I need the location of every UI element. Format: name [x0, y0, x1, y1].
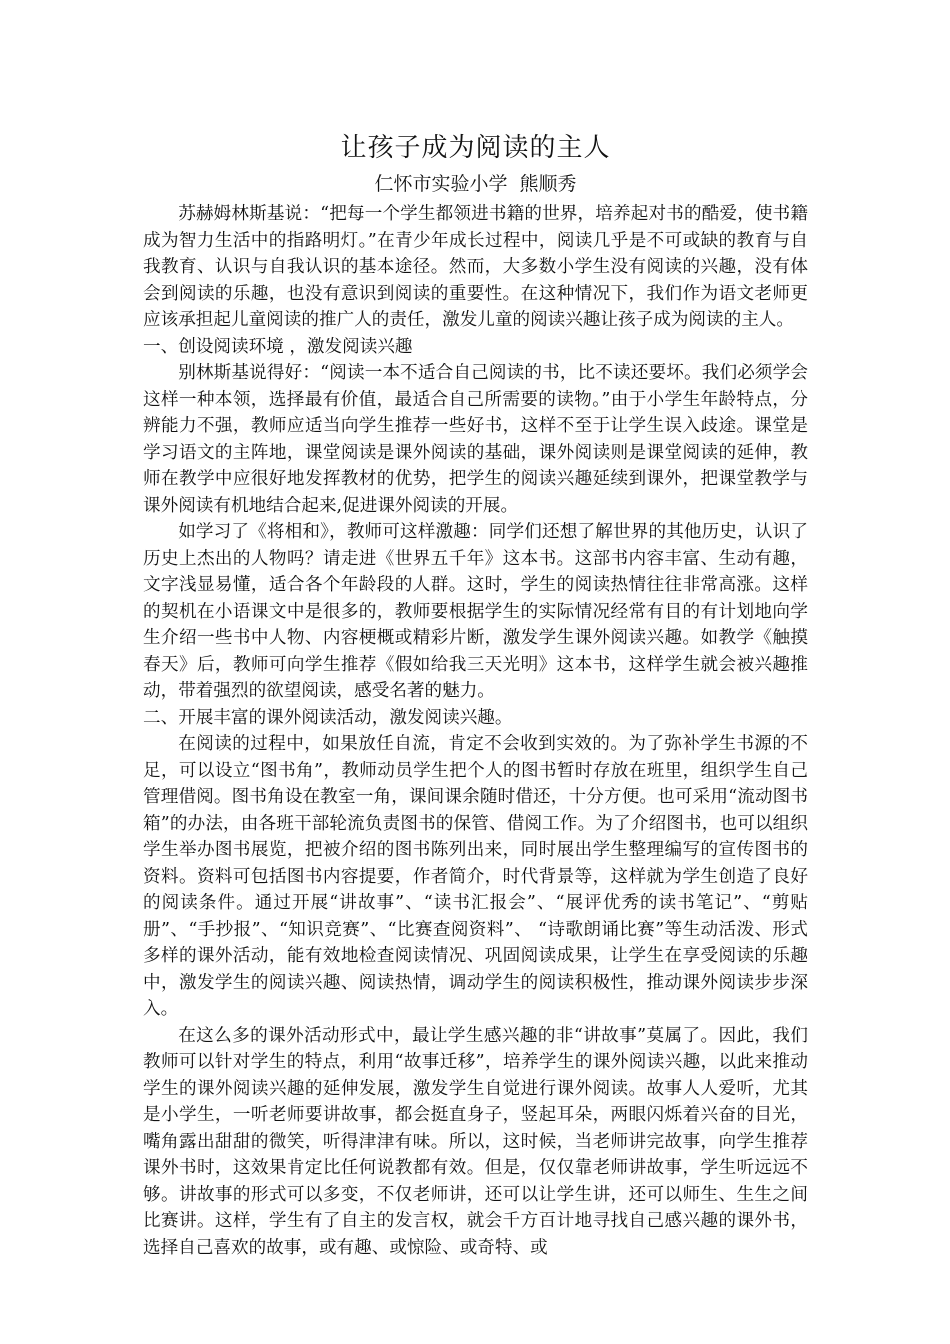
document-page [143, 128, 808, 1261]
section-heading: 一、创设阅读环境 ，激发阅读兴趣 [143, 336, 413, 357]
body-paragraph: 如学习了《将相和》，教师可这样激趣：同学们还想了解世界的其他历史，认识了历史上杰出的人物吗？请走进《世界五千年》这本书。这部书内容丰富、生动有趣，文字浅显易懂，适合各个年龄段的人群。这时，学生的阅读热情往往非常高涨。这样的契机在小语课文中是很多的，教师要根据学生的实际情况经常有目的有计划地向学生介绍一些书中人物、内容梗概或精彩片断，激发学生课外阅读兴趣。如教学《触摸春天》后，教师可向学生推荐《假如给我三天光明》这本书，这样学生就会被兴趣推动，带着强烈的欲望阅读，感受名著的魅力。 [143, 522, 808, 701]
body-paragraph: 苏赫姆林斯基说：“把每一个学生都领进书籍的世界，培养起对书的酷爱，使书籍成为智力生活中的指路明灯。”在青少年成长过程中，阅读几乎是不可或缺的教育与自我教育、认识与自我认识的基本途径。然而，大多数小学生没有阅读的兴趣，没有体会到阅读的乐趣，也没有意识到阅读的重要性。在这种情况下，我们作为语文老师更应该承担起儿童阅读的推广人的责任，激发儿童的阅读兴趣让孩子成为阅读的主人。 [143, 204, 808, 330]
body-paragraph: 在阅读的过程中，如果放任自流，肯定不会收到实效的。为了弥补学生书源的不足，可以设立“图书角”，教师动员学生把个人的图书暂时存放在班里，组织学生自己管理借阅。图书角设在教室一角，课间课余随时借还，十分方便。也可采用“流动图书箱”的办法，由各班干部轮流负责图书的保管、借阅工作。为了介绍图书，也可以组织学生举办图书展览，把被介绍的图书陈列出来，同时展出学生整理编写的宣传图书的资料。资料可包括图书内容提要，作者简介，时代背景等，这样就为学生创造了良好的阅读条件。通过开展“讲故事”、“读书汇报会”、“展评优秀的读书笔记”、“剪贴册”、“手抄报”、“知识竞赛”、“比赛查阅资料”、 “诗歌朗诵比赛”等生动活泼、形式多样的课外活动，能有效地检查阅读情况、巩固阅读成果，让学生在享受阅读的乐趣中，激发学生的阅读兴趣、阅读热情，调动学生的阅读积极性，推动课外阅读步步深入。 [143, 734, 808, 1019]
section-heading: 二、开展丰富的课外阅读活动，激发阅读兴趣。 [143, 707, 513, 728]
document-body [143, 201, 808, 1261]
document-title: 让孩子成为阅读的主人 [340, 133, 611, 163]
body-paragraph: 别林斯基说得好：“阅读一本不适合自己阅读的书，比不读还要坏。我们必须学会这样一种本领，选择最有价值，最适合自己所需要的读物。”由于小学生年龄特点，分辨能力不强，教师应适当向学生推荐一些好书，这样不至于让学生误入歧途。课堂是学习语文的主阵地，课堂阅读是课外阅读的基础，课外阅读则是课堂阅读的延伸，教师在教学中应很好地发挥教材的优势，把学生的阅读兴趣延续到课外，把课堂教学与课外阅读有机地结合起来,促进课外阅读的开展。 [143, 363, 808, 516]
document-author: 仁怀市实验小学 熊顺秀 [374, 173, 577, 195]
body-paragraph: 在这么多的课外活动形式中，最让学生感兴趣的非“讲故事”莫属了。因此，我们教师可以针对学生的特点，利用“故事迁移”，培养学生的课外阅读兴趣，以此来推动学生的课外阅读兴趣的延伸发展，激发学生自觉进行课外阅读。故事人人爱听，尤其是小学生，一听老师要讲故事，都会挺直身子，竖起耳朵，两眼闪烁着兴奋的目光，嘴角露出甜甜的微笑，听得津津有味。所以，这时候，当老师讲完故事，向学生推荐课外书时，这效果肯定比任何说教都有效。但是，仅仅靠老师讲故事，学生听远远不够。讲故事的形式可以多变，不仅老师讲，还可以让学生讲，还可以师生、生生之间比赛讲。这样，学生有了自主的发言权，就会千方百计地寻找自己感兴趣的课外书，选择自己喜欢的故事，或有趣、或惊险、或奇特、或 [143, 1025, 808, 1258]
